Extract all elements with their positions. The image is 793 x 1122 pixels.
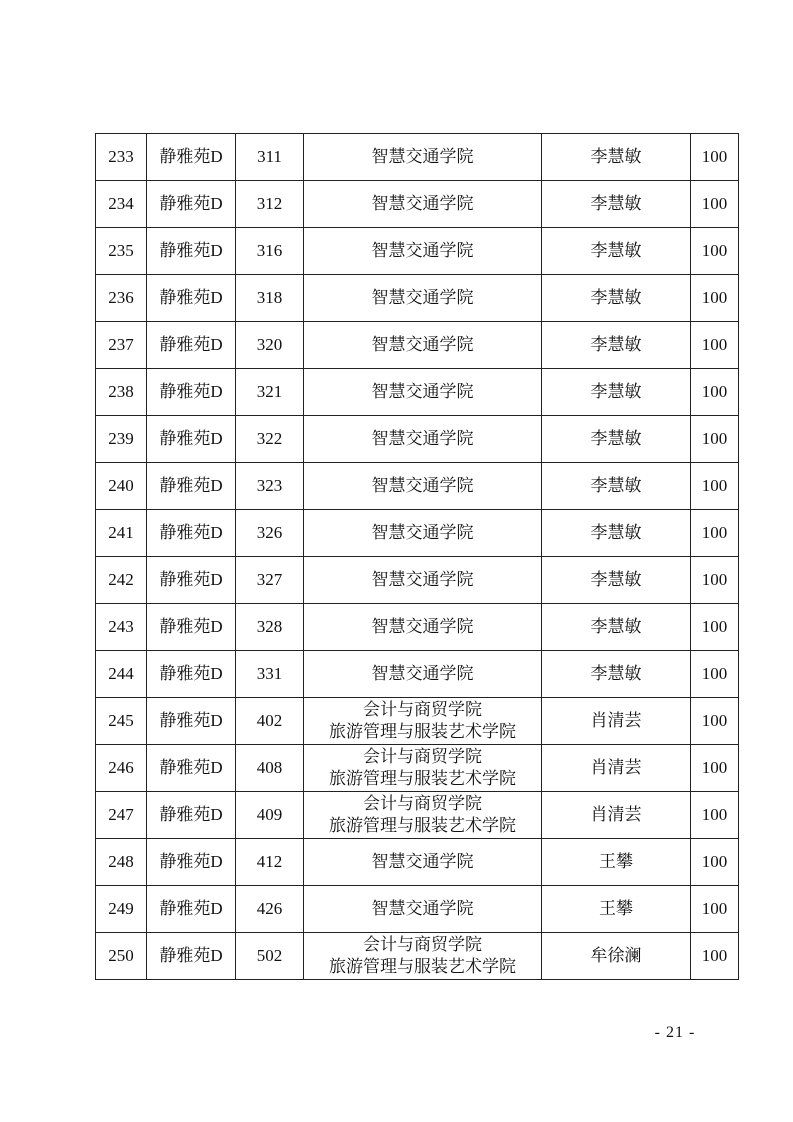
cell-room: 328 [236,604,304,651]
table-row [96,839,739,886]
cell-number: 240 [96,463,147,510]
college-line: 智慧交通学院 [371,241,474,260]
college-line: 旅游管理与服装艺术学院 [329,722,516,741]
cell-building: 静雅苑D [147,557,236,604]
cell-number: 243 [96,604,147,651]
cell-room: 312 [236,181,304,228]
table-row [96,275,739,322]
cell-college [304,369,542,416]
table-row [96,557,739,604]
cell-room: 322 [236,416,304,463]
table-row [96,228,739,275]
college-line: 会计与商贸学院 [363,700,482,719]
cell-room: 502 [236,933,304,980]
cell-number: 247 [96,792,147,839]
cell-building: 静雅苑D [147,933,236,980]
table-row [96,886,739,933]
cell-name: 李慧敏 [542,557,691,604]
cell-number: 248 [96,839,147,886]
cell-college [304,275,542,322]
college-line: 智慧交通学院 [371,617,474,636]
cell-building: 静雅苑D [147,416,236,463]
table-row [96,134,739,181]
table-row [96,510,739,557]
cell-building: 静雅苑D [147,651,236,698]
cell-room: 326 [236,510,304,557]
cell-number: 250 [96,933,147,980]
cell-building: 静雅苑D [147,181,236,228]
cell-score: 100 [691,792,739,839]
cell-score: 100 [691,698,739,745]
cell-name: 李慧敏 [542,134,691,181]
cell-college [304,792,542,839]
cell-name: 李慧敏 [542,463,691,510]
college-line: 会计与商贸学院 [363,794,482,813]
college-line: 智慧交通学院 [371,288,474,307]
cell-number: 244 [96,651,147,698]
cell-room: 409 [236,792,304,839]
cell-college [304,416,542,463]
cell-name: 李慧敏 [542,651,691,698]
cell-name: 肖清芸 [542,792,691,839]
cell-college [304,651,542,698]
table-row [96,933,739,980]
cell-building: 静雅苑D [147,839,236,886]
table-row [96,698,739,745]
cell-building: 静雅苑D [147,322,236,369]
cell-college [304,745,542,792]
college-line: 智慧交通学院 [371,335,474,354]
cell-score: 100 [691,557,739,604]
cell-building: 静雅苑D [147,745,236,792]
college-line: 旅游管理与服装艺术学院 [329,957,516,976]
cell-building: 静雅苑D [147,604,236,651]
college-line: 会计与商贸学院 [363,747,482,766]
cell-score: 100 [691,933,739,980]
cell-name: 李慧敏 [542,604,691,651]
table-row [96,322,739,369]
cell-name: 李慧敏 [542,322,691,369]
cell-building: 静雅苑D [147,886,236,933]
cell-building: 静雅苑D [147,275,236,322]
cell-score: 100 [691,886,739,933]
table-row [96,604,739,651]
cell-building: 静雅苑D [147,510,236,557]
cell-score: 100 [691,839,739,886]
cell-room: 408 [236,745,304,792]
college-line: 智慧交通学院 [371,476,474,495]
cell-name: 牟徐澜 [542,933,691,980]
college-line: 智慧交通学院 [371,429,474,448]
table-row [96,792,739,839]
cell-college [304,933,542,980]
cell-score: 100 [691,134,739,181]
cell-building: 静雅苑D [147,228,236,275]
cell-score: 100 [691,604,739,651]
cell-name: 肖清芸 [542,698,691,745]
cell-college [304,322,542,369]
college-line: 智慧交通学院 [371,147,474,166]
cell-room: 318 [236,275,304,322]
cell-name: 李慧敏 [542,416,691,463]
college-line: 智慧交通学院 [371,899,474,918]
cell-building: 静雅苑D [147,134,236,181]
table-body [96,134,739,980]
cell-college [304,886,542,933]
cell-score: 100 [691,181,739,228]
cell-name: 王攀 [542,886,691,933]
cell-name: 李慧敏 [542,275,691,322]
cell-room: 412 [236,839,304,886]
cell-number: 239 [96,416,147,463]
cell-college [304,181,542,228]
cell-building: 静雅苑D [147,698,236,745]
page-number: - 21 - [654,1024,696,1041]
cell-room: 323 [236,463,304,510]
cell-score: 100 [691,322,739,369]
college-line: 智慧交通学院 [371,570,474,589]
college-line: 旅游管理与服装艺术学院 [329,769,516,788]
cell-college [304,134,542,181]
cell-score: 100 [691,369,739,416]
cell-number: 249 [96,886,147,933]
cell-number: 238 [96,369,147,416]
cell-building: 静雅苑D [147,369,236,416]
cell-score: 100 [691,228,739,275]
table-row [96,651,739,698]
cell-room: 311 [236,134,304,181]
cell-score: 100 [691,416,739,463]
cell-score: 100 [691,275,739,322]
table-row [96,745,739,792]
table-row [96,181,739,228]
table-row [96,416,739,463]
cell-room: 331 [236,651,304,698]
cell-college [304,228,542,275]
table-row [96,463,739,510]
cell-building: 静雅苑D [147,792,236,839]
college-line: 智慧交通学院 [371,523,474,542]
cell-number: 246 [96,745,147,792]
cell-name: 肖清芸 [542,745,691,792]
cell-score: 100 [691,463,739,510]
table-row [96,369,739,416]
cell-room: 426 [236,886,304,933]
cell-score: 100 [691,651,739,698]
cell-number: 233 [96,134,147,181]
cell-building: 静雅苑D [147,463,236,510]
cell-number: 236 [96,275,147,322]
cell-score: 100 [691,510,739,557]
cell-name: 李慧敏 [542,510,691,557]
cell-number: 234 [96,181,147,228]
cell-name: 李慧敏 [542,369,691,416]
cell-room: 321 [236,369,304,416]
cell-room: 316 [236,228,304,275]
college-line: 会计与商贸学院 [363,935,482,954]
cell-score: 100 [691,745,739,792]
cell-number: 245 [96,698,147,745]
college-line: 智慧交通学院 [371,852,474,871]
cell-name: 李慧敏 [542,228,691,275]
cell-college [304,510,542,557]
cell-college [304,839,542,886]
college-line: 旅游管理与服装艺术学院 [329,816,516,835]
cell-name: 李慧敏 [542,181,691,228]
cell-room: 327 [236,557,304,604]
cell-room: 320 [236,322,304,369]
cell-number: 242 [96,557,147,604]
college-line: 智慧交通学院 [371,664,474,683]
cell-number: 237 [96,322,147,369]
cell-college [304,463,542,510]
cell-college [304,604,542,651]
college-line: 智慧交通学院 [371,194,474,213]
dormitory-table [95,133,739,980]
cell-room: 402 [236,698,304,745]
cell-number: 235 [96,228,147,275]
cell-college [304,698,542,745]
cell-number: 241 [96,510,147,557]
cell-name: 王攀 [542,839,691,886]
college-line: 智慧交通学院 [371,382,474,401]
cell-college [304,557,542,604]
